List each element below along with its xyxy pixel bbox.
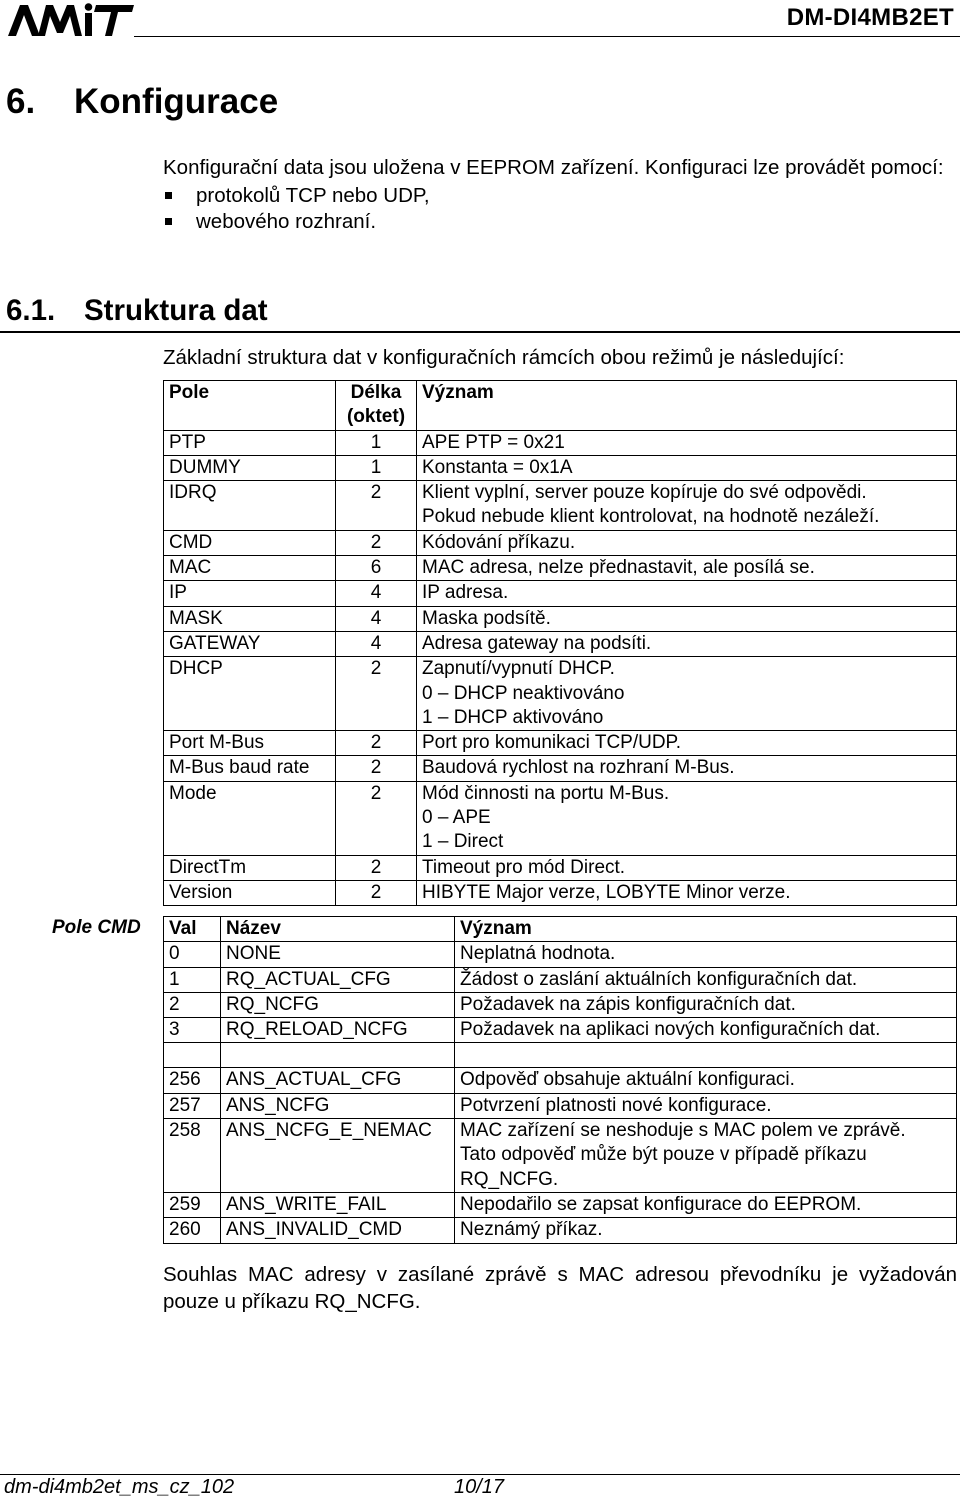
table-row bbox=[164, 781, 957, 855]
table-cell: Nepodařilo se zapsat konfigurace do EEPROM. bbox=[455, 1192, 957, 1217]
table-cell: 2 bbox=[164, 992, 221, 1017]
table-cell: IP bbox=[164, 581, 336, 606]
table-cell: RQ_ACTUAL_CFG bbox=[221, 967, 455, 992]
document-code: DM-DI4MB2ET bbox=[786, 4, 954, 31]
table-cell: APE PTP = 0x21 bbox=[417, 430, 957, 455]
column-header: Význam bbox=[417, 381, 957, 431]
table-cell: 3 bbox=[164, 1018, 221, 1043]
header-rule bbox=[134, 36, 960, 37]
table-cell: 257 bbox=[164, 1093, 221, 1118]
table-cell: 2 bbox=[336, 880, 417, 905]
table-cell: MAC adresa, nelze přednastavit, ale posílá se. bbox=[417, 556, 957, 581]
table-cell: ANS_NCFG_E_NEMAC bbox=[221, 1119, 455, 1193]
table-row bbox=[164, 1119, 957, 1193]
table-cell: GATEWAY bbox=[164, 631, 336, 656]
table-cell: Port M-Bus bbox=[164, 731, 336, 756]
table-row bbox=[164, 855, 957, 880]
table-cell: IP adresa. bbox=[417, 581, 957, 606]
table-cell: Požadavek na zápis konfiguračních dat. bbox=[455, 992, 957, 1017]
footnote-paragraph: Souhlas MAC adresy v zasílané zprávě s MAC adresou převodníku je vyžadován pouze u příkazu RQ_NCFG. bbox=[163, 1263, 957, 1313]
table-cell: 0 bbox=[164, 942, 221, 967]
table-row bbox=[164, 992, 957, 1017]
table-cell: 2 bbox=[336, 481, 417, 531]
table-cell: NONE bbox=[221, 942, 455, 967]
section-title: Konfigurace bbox=[74, 82, 279, 121]
table-cell: Konstanta = 0x1A bbox=[417, 455, 957, 480]
table-cell: 4 bbox=[336, 581, 417, 606]
table-row bbox=[164, 1093, 957, 1118]
table-cell: Odpověď obsahuje aktuální konfiguraci. bbox=[455, 1068, 957, 1093]
table-row bbox=[164, 481, 957, 531]
column-header: Délka (oktet) bbox=[336, 381, 417, 431]
table-header-row bbox=[164, 381, 957, 431]
bullet-item: protokolů TCP nebo UDP, bbox=[163, 183, 960, 209]
footer-rule bbox=[0, 1474, 960, 1475]
table-cell: Mode bbox=[164, 781, 336, 855]
table-cell: 1 bbox=[164, 967, 221, 992]
table-cell: Požadavek na aplikaci nových konfiguračních dat. bbox=[455, 1018, 957, 1043]
table-cell: ANS_ACTUAL_CFG bbox=[221, 1068, 455, 1093]
page-number: 10/17 bbox=[454, 1476, 505, 1498]
section-number: 6. bbox=[6, 82, 36, 121]
table-row bbox=[164, 430, 957, 455]
structure-table bbox=[163, 380, 957, 906]
table-row bbox=[164, 530, 957, 555]
table-cell: 4 bbox=[336, 606, 417, 631]
table-cell: DirectTm bbox=[164, 855, 336, 880]
table-cell: DUMMY bbox=[164, 455, 336, 480]
table-cell: 259 bbox=[164, 1192, 221, 1217]
table-cell: 2 bbox=[336, 855, 417, 880]
table-cell: MASK bbox=[164, 606, 336, 631]
table-row bbox=[164, 1192, 957, 1217]
table-row bbox=[164, 556, 957, 581]
table-row bbox=[164, 657, 957, 731]
subsection-title: Struktura dat bbox=[84, 294, 268, 327]
column-header: Název bbox=[221, 917, 455, 942]
table-cell: Žádost o zaslání aktuálních konfiguračních dat. bbox=[455, 967, 957, 992]
column-header: Význam bbox=[455, 917, 957, 942]
table-cell: 256 bbox=[164, 1068, 221, 1093]
cmd-table-label: Pole CMD bbox=[52, 917, 141, 938]
section-heading bbox=[6, 82, 278, 122]
cmd-table bbox=[163, 916, 957, 1244]
table-cell: Potvrzení platnosti nové konfigurace. bbox=[455, 1093, 957, 1118]
table-cell: Mód činnosti na portu M-Bus. 0 – APE 1 – Direct bbox=[417, 781, 957, 855]
table-cell: RQ_RELOAD_NCFG bbox=[221, 1018, 455, 1043]
table-cell: Port pro komunikaci TCP/UDP. bbox=[417, 731, 957, 756]
table-row bbox=[164, 1043, 957, 1068]
table-cell: 260 bbox=[164, 1218, 221, 1243]
lead-paragraph: Základní struktura dat v konfiguračních rámcích obou režimů je následující: bbox=[163, 346, 845, 369]
table-cell bbox=[221, 1043, 455, 1068]
table-cell: 6 bbox=[336, 556, 417, 581]
table-row bbox=[164, 1068, 957, 1093]
bullet-list bbox=[163, 183, 960, 235]
table-cell: Version bbox=[164, 880, 336, 905]
table-cell: Neplatná hodnota. bbox=[455, 942, 957, 967]
subsection-rule bbox=[0, 331, 960, 333]
table-cell: MAC zařízení se neshoduje s MAC polem ve zprávě. Tato odpověď může být pouze v případě příkazu RQ_NCFG. bbox=[455, 1119, 957, 1193]
table-cell: MAC bbox=[164, 556, 336, 581]
table-cell: 1 bbox=[336, 430, 417, 455]
table-cell: 2 bbox=[336, 781, 417, 855]
table-cell: Maska podsítě. bbox=[417, 606, 957, 631]
table-cell: 4 bbox=[336, 631, 417, 656]
table-row bbox=[164, 581, 957, 606]
table-header-row bbox=[164, 917, 957, 942]
table-cell: ANS_NCFG bbox=[221, 1093, 455, 1118]
table-cell: 2 bbox=[336, 731, 417, 756]
column-header: Val bbox=[164, 917, 221, 942]
table-cell: ANS_WRITE_FAIL bbox=[221, 1192, 455, 1217]
bullet-item: webového rozhraní. bbox=[163, 209, 960, 235]
table-cell: 258 bbox=[164, 1119, 221, 1193]
column-header: Pole bbox=[164, 381, 336, 431]
table-cell: M-Bus baud rate bbox=[164, 756, 336, 781]
table-cell: Neznámý příkaz. bbox=[455, 1218, 957, 1243]
table-cell: IDRQ bbox=[164, 481, 336, 531]
table-row bbox=[164, 606, 957, 631]
table-row bbox=[164, 455, 957, 480]
footer-doc-id: dm-di4mb2et_ms_cz_102 bbox=[4, 1476, 235, 1498]
table-cell: CMD bbox=[164, 530, 336, 555]
table-cell: 2 bbox=[336, 756, 417, 781]
intro-block bbox=[163, 155, 960, 235]
amit-logo bbox=[6, 2, 134, 38]
table-cell: PTP bbox=[164, 430, 336, 455]
subsection-number: 6.1. bbox=[6, 294, 56, 327]
table-cell bbox=[164, 1043, 221, 1068]
table-row bbox=[164, 756, 957, 781]
table-cell: 2 bbox=[336, 657, 417, 731]
table-cell: Adresa gateway na podsíti. bbox=[417, 631, 957, 656]
table-row bbox=[164, 731, 957, 756]
table-cell: Klient vyplní, server pouze kopíruje do své odpovědi. Pokud nebude klient kontrolovat, na hodnotě nezáleží. bbox=[417, 481, 957, 531]
table-cell: Timeout pro mód Direct. bbox=[417, 855, 957, 880]
table-cell: ANS_INVALID_CMD bbox=[221, 1218, 455, 1243]
table-cell: Zapnutí/vypnutí DHCP. 0 – DHCP neaktivováno 1 – DHCP aktivováno bbox=[417, 657, 957, 731]
table-row bbox=[164, 1218, 957, 1243]
table-cell: DHCP bbox=[164, 657, 336, 731]
table-row bbox=[164, 1018, 957, 1043]
table-row bbox=[164, 942, 957, 967]
table-row bbox=[164, 631, 957, 656]
table-cell: Baudová rychlost na rozhraní M-Bus. bbox=[417, 756, 957, 781]
table-cell: HIBYTE Major verze, LOBYTE Minor verze. bbox=[417, 880, 957, 905]
intro-paragraph: Konfigurační data jsou uložena v EEPROM zařízení. Konfiguraci lze provádět pomocí: bbox=[163, 156, 944, 179]
table-cell: RQ_NCFG bbox=[221, 992, 455, 1017]
table-cell: 2 bbox=[336, 530, 417, 555]
table-cell: Kódování příkazu. bbox=[417, 530, 957, 555]
table-row bbox=[164, 967, 957, 992]
table-cell: 1 bbox=[336, 455, 417, 480]
table-cell bbox=[455, 1043, 957, 1068]
table-row bbox=[164, 880, 957, 905]
subsection-heading bbox=[6, 294, 268, 328]
